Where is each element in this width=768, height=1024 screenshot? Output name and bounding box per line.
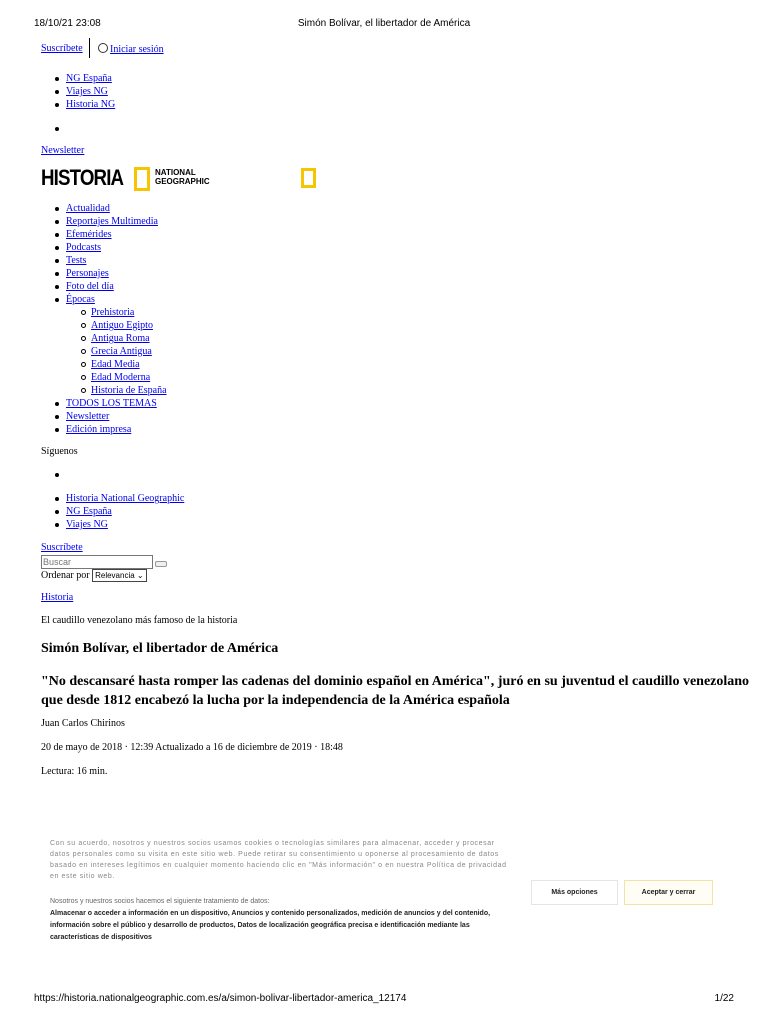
submenu-item — [91, 384, 167, 397]
nav-link-reportajes[interactable]: Reportajes Multimedia — [66, 216, 158, 227]
nav-link-podcasts[interactable]: Podcasts — [66, 242, 101, 253]
submenu-item — [91, 358, 167, 371]
nav-link-todos-los-temas[interactable]: TODOS LOS TEMAS — [66, 398, 157, 409]
order-row — [41, 569, 147, 582]
nav-item — [66, 397, 157, 410]
follow-link-viajes-ng[interactable]: Viajes NG — [66, 519, 108, 530]
nav-link-actualidad[interactable]: Actualidad — [66, 203, 110, 214]
search-input[interactable] — [41, 555, 153, 569]
article-dates: 20 de mayo de 2018 · 12:39 Actualizado a 16 de diciembre de 2019 · 18:48 — [41, 742, 343, 753]
logo-text: HISTORIA — [41, 165, 124, 190]
nav-link-efemerides[interactable]: Efemérides — [66, 229, 112, 240]
login-label[interactable]: Iniciar sesión — [110, 44, 164, 55]
order-select-value: Relevancia — [95, 571, 135, 580]
brand-list — [66, 72, 115, 111]
follow-list — [66, 492, 184, 531]
nav-link-foto-del-dia[interactable]: Foto del día — [66, 281, 114, 292]
print-url: https://historia.nationalgeographic.com.es/a/simon-bolivar-libertador-america_12174 — [34, 993, 407, 1004]
list-item — [66, 85, 115, 98]
breadcrumb[interactable]: Historia — [41, 592, 74, 603]
follow-link-historia-ng[interactable]: Historia National Geographic — [66, 493, 185, 504]
nav-item — [66, 241, 158, 254]
article-subtitle: "No descansaré hasta romper las cadenas del dominio español en América", juró en su juventud el caudillo venezolano que desde 1812 encabezó la lucha por la independencia de la América española — [41, 674, 750, 708]
ng-rectangle-icon[interactable] — [301, 168, 316, 188]
submenu-item — [91, 345, 167, 358]
epocas-submenu — [91, 306, 167, 397]
follow-link-ng-espana[interactable]: NG España — [66, 506, 112, 517]
nav-item — [66, 293, 158, 306]
cookie-processing-label: Nosotros y nuestros socios hacemos el siguiente tratamiento de datos: — [50, 898, 270, 905]
nav-item — [66, 280, 158, 293]
order-label: Ordenar por — [41, 569, 90, 581]
nav-link-edicion-impresa[interactable]: Edición impresa — [66, 424, 132, 435]
submenu-link-grecia-antigua[interactable]: Grecia Antigua — [91, 346, 152, 357]
nav-link-newsletter[interactable]: Newsletter — [66, 411, 110, 422]
article-author: Juan Carlos Chirinos — [41, 718, 125, 729]
reading-time: Lectura: 16 min. — [41, 766, 108, 777]
submenu-link-antigua-roma[interactable]: Antigua Roma — [91, 333, 150, 344]
subscribe-link-2[interactable]: Suscríbete — [41, 542, 83, 553]
brand-link-viajes-ng[interactable]: Viajes NG — [66, 86, 108, 97]
submenu-item — [91, 306, 167, 319]
list-item — [66, 72, 115, 85]
logo-ng-line1: NATIONAL — [155, 168, 196, 177]
cookie-text: Con su acuerdo, nosotros y nuestros socios usamos cookies o tecnologías similares para almacenar, acceder y procesar datos personales como su visita en este sitio web. Puede retirar su consentimiento u oponerse al procesamiento de datos basado en intereses legítimos en cualquier momento haciendo clic en "Más información" o en nuestra Política de privacidad en este sitio web. — [50, 840, 507, 880]
brand-link-ng-espana[interactable]: NG España — [66, 73, 112, 84]
submenu-item — [91, 332, 167, 345]
nav-item — [66, 228, 158, 241]
logo-ng-text — [155, 168, 210, 186]
print-datetime: 18/10/21 23:08 — [34, 18, 101, 29]
list-item — [66, 98, 115, 111]
more-options-button[interactable]: Más opciones — [531, 880, 618, 905]
subscribe-link[interactable]: Suscríbete — [41, 43, 83, 54]
submenu-link-prehistoria[interactable]: Prehistoria — [91, 307, 135, 318]
kicker: El caudillo venezolano más famoso de la historia — [41, 615, 238, 626]
submenu-link-edad-moderna[interactable]: Edad Moderna — [91, 372, 151, 383]
nav-link-personajes[interactable]: Personajes — [66, 268, 109, 279]
nav-item — [66, 410, 157, 423]
nav-item — [66, 267, 158, 280]
cookie-processing-list: Almacenar o acceder a información en un dispositivo, Anuncios y contenido personalizados, medición de anuncios y del contenido, información sobre el público y desarrollo de productos, Datos de localización geográfica precisa e identificación mediante las características de dispositivos — [50, 910, 491, 941]
follow-label: Síguenos — [41, 446, 78, 457]
submenu-item — [91, 319, 167, 332]
newsletter-link[interactable]: Newsletter — [41, 145, 85, 156]
login-link[interactable] — [98, 43, 164, 55]
nav-item — [66, 254, 158, 267]
submenu-link-edad-media[interactable]: Edad Media — [91, 359, 140, 370]
nav-link-epocas[interactable]: Épocas — [66, 294, 95, 305]
main-nav-more — [66, 397, 157, 436]
list-item — [66, 492, 184, 505]
list-item — [66, 518, 184, 531]
order-select[interactable] — [92, 569, 147, 582]
logo-ng-line2: GEOGRAPHIC — [155, 177, 210, 186]
cookie-processing — [50, 896, 510, 944]
submenu-link-historia-espana[interactable]: Historia de España — [91, 385, 167, 396]
search-button[interactable] — [155, 561, 167, 567]
nav-item — [66, 202, 158, 215]
accept-button[interactable]: Aceptar y cerrar — [624, 880, 713, 905]
print-title: Simón Bolívar, el libertador de América — [297, 18, 471, 29]
nav-link-tests[interactable]: Tests — [66, 255, 87, 266]
submenu-link-antiguo-egipto[interactable]: Antiguo Egipto — [91, 320, 153, 331]
page-title: Simón Bolívar, el libertador de América — [41, 641, 279, 656]
chevron-down-icon: ⌄ — [136, 571, 144, 580]
nav-item — [66, 215, 158, 228]
user-icon — [98, 43, 108, 53]
brand-link-historia-ng[interactable]: Historia NG — [66, 99, 116, 110]
divider — [89, 38, 90, 58]
submenu-item — [91, 371, 167, 384]
main-nav — [66, 202, 158, 306]
site-logo[interactable] — [41, 166, 211, 190]
print-page-number: 1/22 — [714, 993, 734, 1004]
ng-rectangle-icon — [134, 167, 150, 191]
list-item — [66, 505, 184, 518]
nav-item — [66, 423, 157, 436]
